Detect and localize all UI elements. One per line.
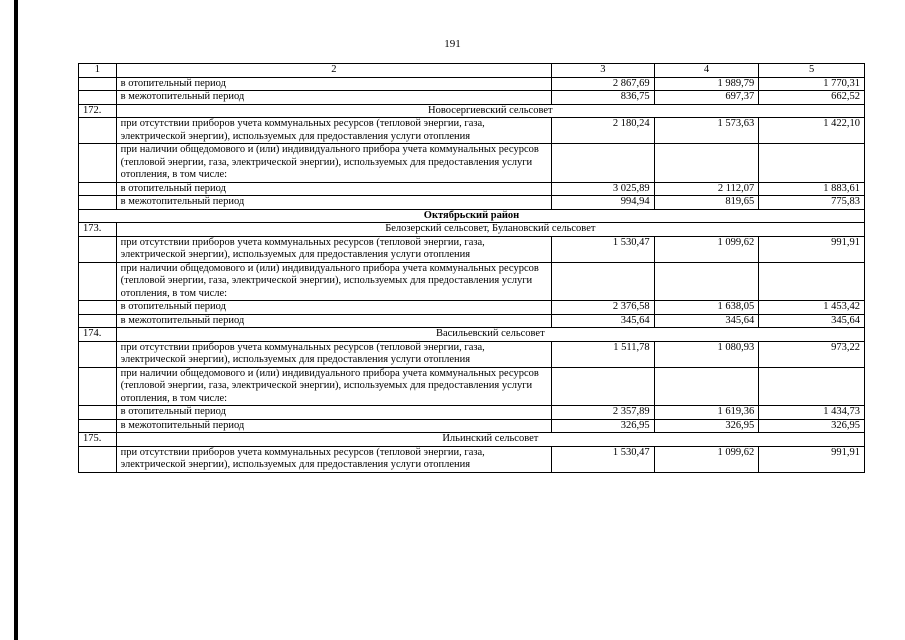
value-col-4: 1 989,79: [654, 77, 759, 91]
row-description: в межотопительный период: [116, 419, 551, 433]
row-description: при наличии общедомового и (или) индивидуального прибора учета коммунальных ресурсов (тепловой энергии, газа, электрической энергии), используемых для предоставления услуги отопления, в том числе:: [116, 144, 551, 183]
row-number: [79, 236, 117, 262]
header-cell-1: 1: [79, 64, 117, 78]
value-col-3: 2 867,69: [552, 77, 655, 91]
value-col-5: 1 453,42: [759, 301, 865, 315]
row-description: при отсутствии приборов учета коммунальных ресурсов (тепловой энергии, газа, электрической энергии), используемых для предоставления услуги отопления: [116, 118, 551, 144]
row-number: [79, 144, 117, 183]
table-row: [79, 196, 865, 210]
value-col-4: 1 080,93: [654, 341, 759, 367]
table-row: [79, 77, 865, 91]
row-number: [79, 77, 117, 91]
value-col-5: 973,22: [759, 341, 865, 367]
table-row: [79, 367, 865, 406]
value-col-5: 326,95: [759, 419, 865, 433]
header-cell-4: 4: [654, 64, 759, 78]
value-col-5: [759, 367, 865, 406]
row-number: [79, 406, 117, 420]
district-title: Октябрьский район: [79, 209, 865, 223]
value-col-4: 819,65: [654, 196, 759, 210]
page-edge-bar: [14, 0, 18, 640]
row-description: при отсутствии приборов учета коммунальных ресурсов (тепловой энергии, газа, электрической энергии), используемых для предоставления услуги отопления: [116, 341, 551, 367]
value-col-4: 1 619,36: [654, 406, 759, 420]
table-row: [79, 118, 865, 144]
value-col-4: 326,95: [654, 419, 759, 433]
row-number: [79, 314, 117, 328]
row-description: в отопительный период: [116, 301, 551, 315]
section-row: [79, 328, 865, 342]
value-col-5: [759, 262, 865, 301]
row-description: в межотопительный период: [116, 314, 551, 328]
value-col-3: 1 530,47: [552, 446, 655, 472]
table-row: [79, 406, 865, 420]
value-col-3: 345,64: [552, 314, 655, 328]
tariff-table-body: [79, 64, 865, 473]
value-col-4: 345,64: [654, 314, 759, 328]
row-description: в отопительный период: [116, 182, 551, 196]
value-col-5: 1 422,10: [759, 118, 865, 144]
table-row: [79, 182, 865, 196]
value-col-5: 662,52: [759, 91, 865, 105]
value-col-5: 1 883,61: [759, 182, 865, 196]
table-row: [79, 262, 865, 301]
district-row: [79, 209, 865, 223]
value-col-4: 1 573,63: [654, 118, 759, 144]
value-col-5: 991,91: [759, 236, 865, 262]
row-number: [79, 419, 117, 433]
header-cell-5: 5: [759, 64, 865, 78]
section-row: [79, 433, 865, 447]
value-col-3: 3 025,89: [552, 182, 655, 196]
row-number: [79, 301, 117, 315]
row-description: в отопительный период: [116, 406, 551, 420]
row-number: [79, 196, 117, 210]
value-col-5: 775,83: [759, 196, 865, 210]
value-col-4: 697,37: [654, 91, 759, 105]
table-row: [79, 236, 865, 262]
table-row: [79, 446, 865, 472]
value-col-4: [654, 144, 759, 183]
value-col-3: 2 357,89: [552, 406, 655, 420]
section-title: Ильинский сельсовет: [116, 433, 864, 447]
row-number: 173.: [79, 223, 117, 237]
row-number: 172.: [79, 104, 117, 118]
header-cell-2: 2: [116, 64, 551, 78]
value-col-3: 1 530,47: [552, 236, 655, 262]
value-col-4: [654, 262, 759, 301]
value-col-4: 1 099,62: [654, 236, 759, 262]
value-col-3: 1 511,78: [552, 341, 655, 367]
row-description: в межотопительный период: [116, 196, 551, 210]
section-title: Васильевский сельсовет: [116, 328, 864, 342]
row-number: [79, 118, 117, 144]
header-cell-3: 3: [552, 64, 655, 78]
section-row: [79, 223, 865, 237]
value-col-5: 345,64: [759, 314, 865, 328]
header-row: [79, 64, 865, 78]
row-number: [79, 446, 117, 472]
row-description: в отопительный период: [116, 77, 551, 91]
value-col-3: 2 180,24: [552, 118, 655, 144]
value-col-5: 1 770,31: [759, 77, 865, 91]
table-row: [79, 91, 865, 105]
value-col-5: 1 434,73: [759, 406, 865, 420]
table-row: [79, 341, 865, 367]
value-col-5: [759, 144, 865, 183]
value-col-3: 2 376,58: [552, 301, 655, 315]
row-description: при отсутствии приборов учета коммунальных ресурсов (тепловой энергии, газа, электрической энергии), используемых для предоставления услуги отопления: [116, 446, 551, 472]
row-number: [79, 262, 117, 301]
row-number: [79, 367, 117, 406]
value-col-4: [654, 367, 759, 406]
row-number: 175.: [79, 433, 117, 447]
value-col-3: [552, 144, 655, 183]
section-row: [79, 104, 865, 118]
table-row: [79, 301, 865, 315]
row-number: [79, 182, 117, 196]
table-row: [79, 419, 865, 433]
value-col-5: 991,91: [759, 446, 865, 472]
row-description: при наличии общедомового и (или) индивидуального прибора учета коммунальных ресурсов (тепловой энергии, газа, электрической энергии), используемых для предоставления услуги отопления, в том числе:: [116, 262, 551, 301]
value-col-4: 1 099,62: [654, 446, 759, 472]
tariff-table: [78, 63, 865, 473]
value-col-3: 836,75: [552, 91, 655, 105]
row-description: при наличии общедомового и (или) индивидуального прибора учета коммунальных ресурсов (тепловой энергии, газа, электрической энергии), используемых для предоставления услуги отопления, в том числе:: [116, 367, 551, 406]
table-row: [79, 314, 865, 328]
section-title: Белозерский сельсовет, Булановский сельсовет: [116, 223, 864, 237]
page-number: 191: [444, 38, 461, 50]
value-col-4: 2 112,07: [654, 182, 759, 196]
row-number: [79, 91, 117, 105]
table-row: [79, 144, 865, 183]
row-description: при отсутствии приборов учета коммунальных ресурсов (тепловой энергии, газа, электрической энергии), используемых для предоставления услуги отопления: [116, 236, 551, 262]
row-number: 174.: [79, 328, 117, 342]
value-col-3: 326,95: [552, 419, 655, 433]
value-col-3: [552, 262, 655, 301]
value-col-4: 1 638,05: [654, 301, 759, 315]
section-title: Новосергиевский сельсовет: [116, 104, 864, 118]
value-col-3: [552, 367, 655, 406]
row-description: в межотопительный период: [116, 91, 551, 105]
row-number: [79, 341, 117, 367]
value-col-3: 994,94: [552, 196, 655, 210]
